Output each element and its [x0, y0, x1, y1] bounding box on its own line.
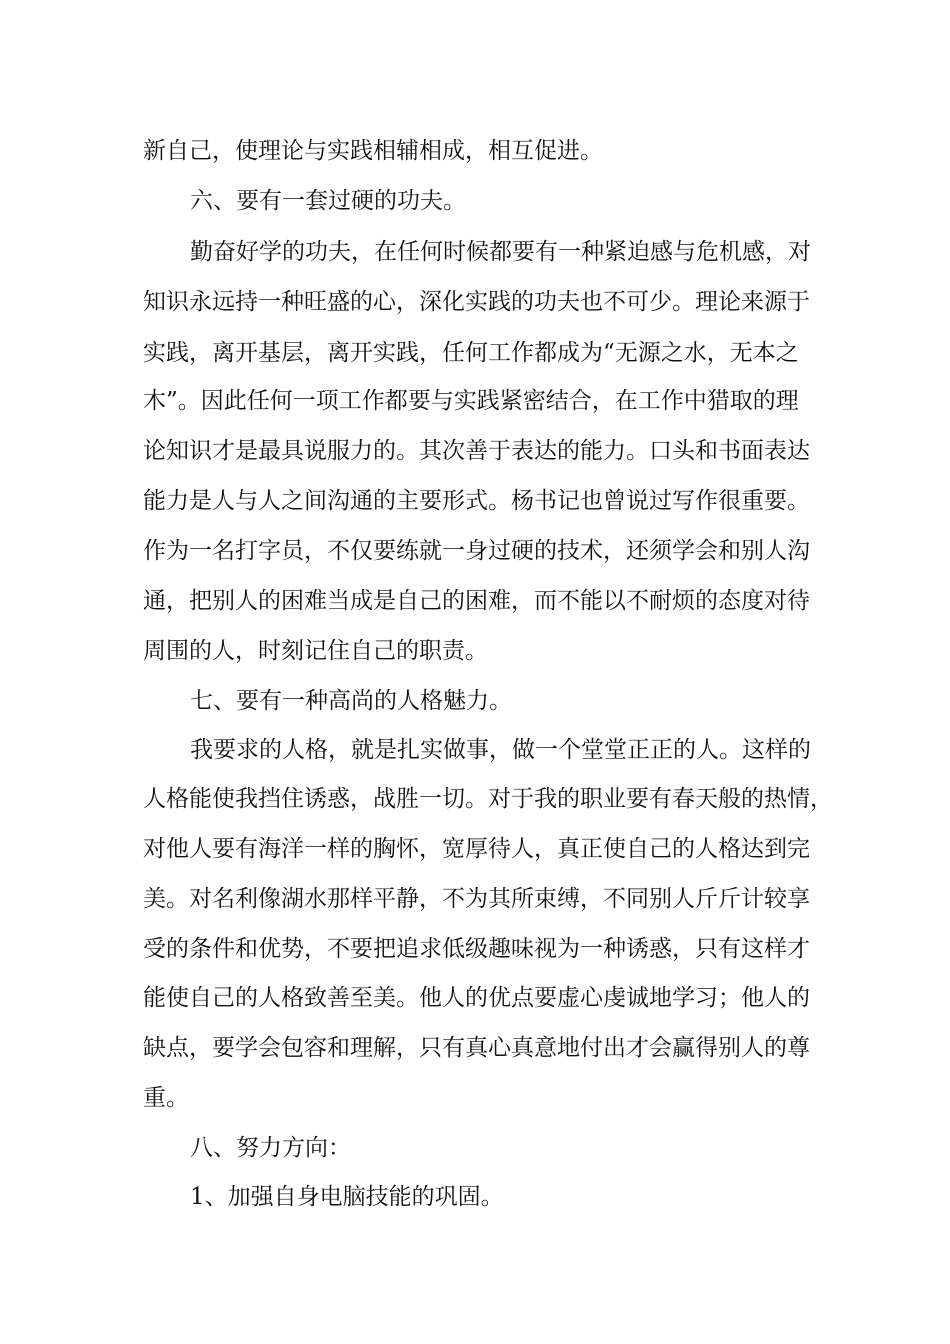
text-line: 实践，离开基层，离开实践，任何工作都成为“无源之水，无本之 [143, 340, 799, 366]
text-line: 缺点，要学会包容和理解，只有真心真意地付出才会赢得别人的尊 [143, 1035, 810, 1061]
text-line: 勤奋好学的功夫，在任何时候都要有一种紧迫感与危机感，对 [190, 239, 811, 265]
text-line: 周围的人，时刻记住自己的职责。 [143, 638, 488, 664]
text-line: 论知识才是最具说服力的。其次善于表达的能力。口头和书面表达 [143, 438, 810, 464]
text-line: 受的条件和优势，不要把追求低级趣味视为一种诱惑，只有这样才 [143, 936, 810, 962]
text-line: 木”。因此任何一项工作都要与实践紧密结合，在工作中猎取的理 [143, 388, 799, 414]
text-line: 通，把别人的困难当成是自己的困难，而不能以不耐烦的态度对待 [143, 588, 810, 614]
text-line: 人格能使我挡住诱惑，战胜一切。对于我的职业要有春天般的热情， [143, 786, 833, 812]
text-line: 能使自己的人格致善至美。他人的优点要虚心虔诚地学习；他人的 [143, 985, 810, 1011]
text-line: 我要求的人格，就是扎实做事，做一个堂堂正正的人。这样的 [190, 737, 811, 763]
text-line: 重。 [143, 1085, 189, 1111]
text-line: 新自己，使理论与实践相辅相成，相互促进。 [143, 138, 603, 164]
section-heading-8: 八、努力方向： [190, 1135, 351, 1161]
list-item: 1、加强自身电脑技能的巩固。 [190, 1184, 504, 1210]
text-line: 作为一名打字员，不仅要练就一身过硬的技术，还须学会和别人沟 [143, 538, 810, 564]
section-heading-6: 六、要有一套过硬的功夫。 [190, 188, 466, 214]
text-line: 对他人要有海洋一样的胸怀，宽厚待人，真正使自己的人格达到完 [143, 836, 810, 862]
text-line: 美。对名利像湖水那样平静，不为其所束缚，不同别人斤斤计较享 [143, 886, 810, 912]
text-line: 知识永远持一种旺盛的心，深化实践的功夫也不可少。理论来源于 [143, 289, 810, 315]
text-line: 能力是人与人之间沟通的主要形式。杨书记也曾说过写作很重要。 [143, 488, 810, 514]
section-heading-7: 七、要有一种高尚的人格魅力。 [190, 688, 512, 714]
